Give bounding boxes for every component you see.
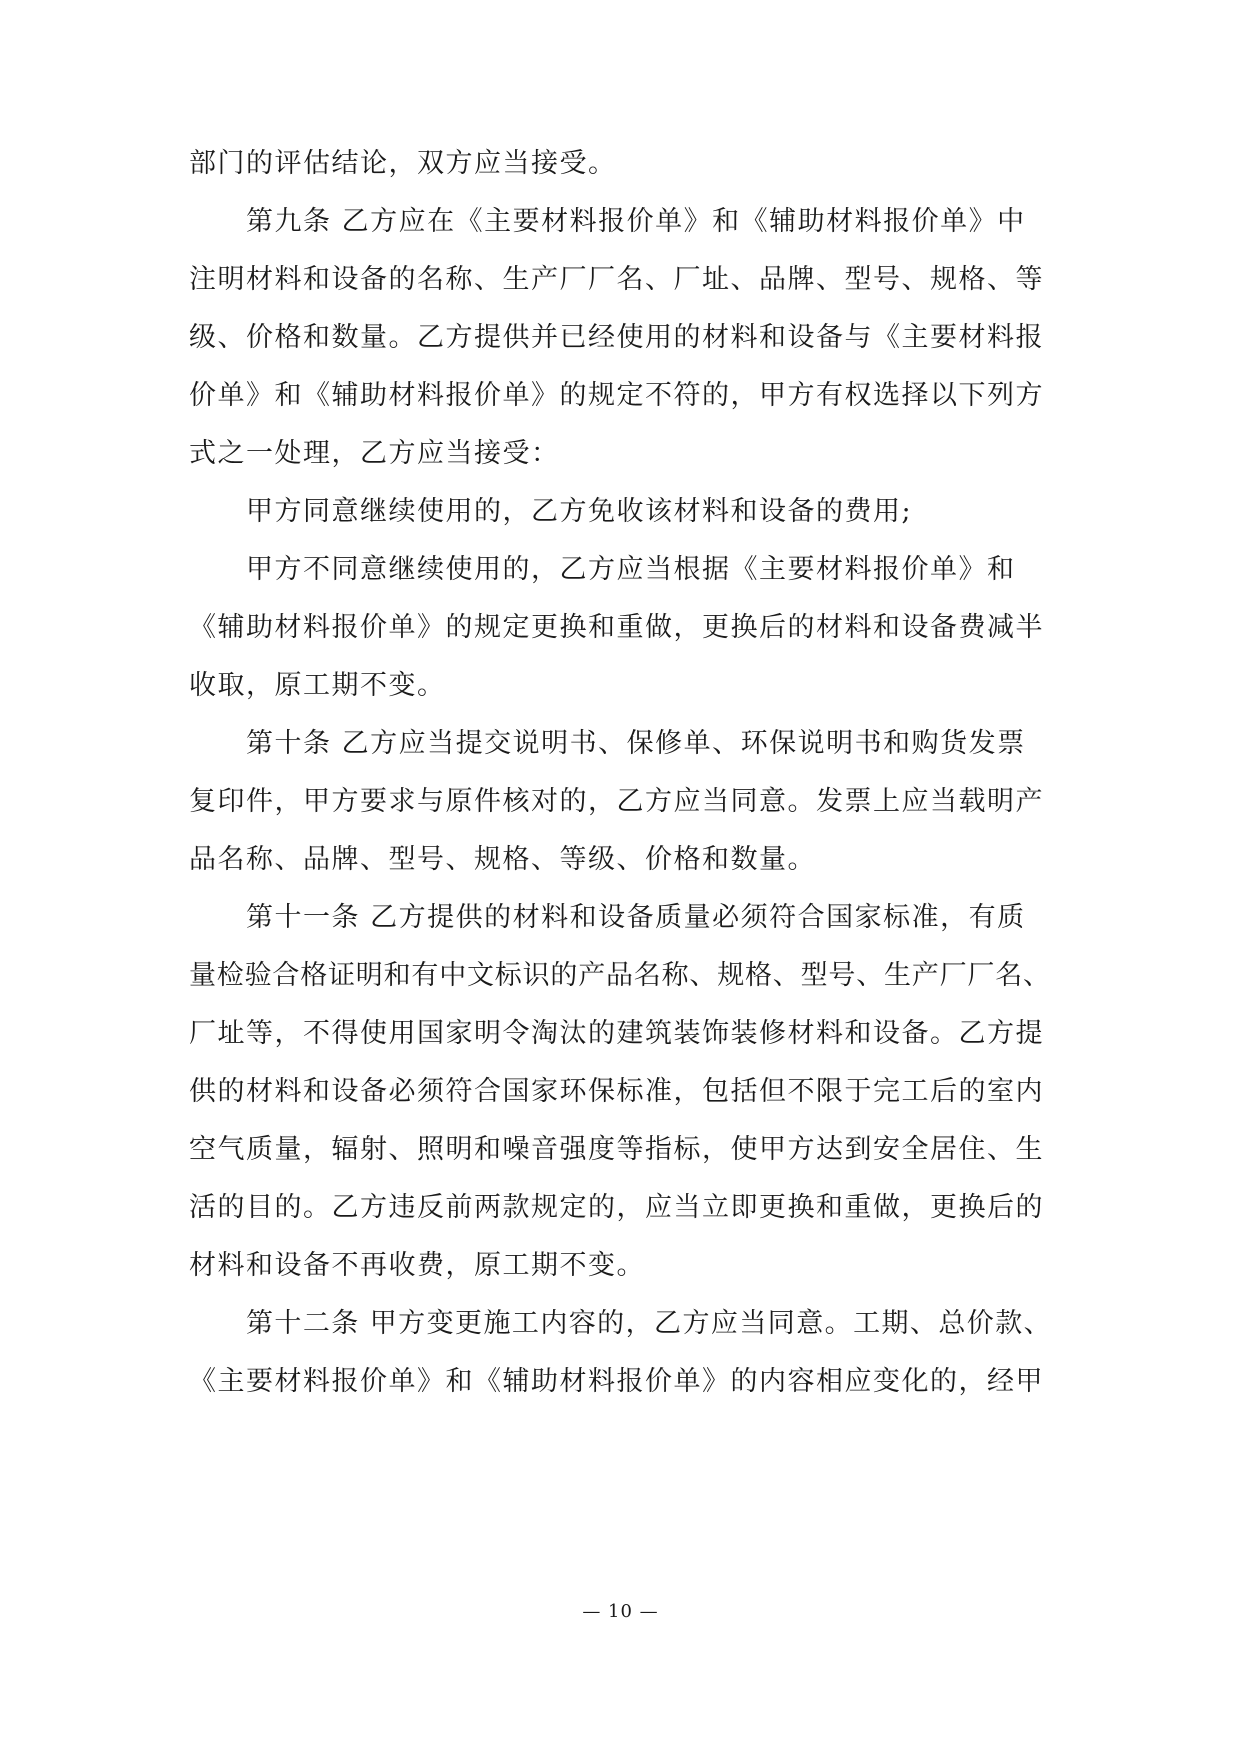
text-line: 材料和设备不再收费，原工期不变。	[189, 1250, 645, 1281]
text-line: 级、价格和数量。乙方提供并已经使用的材料和设备与《主要材料报	[189, 322, 1044, 353]
text-line: 空气质量，辐射、照明和噪音强度等指标，使甲方达到安全居住、生	[189, 1134, 1044, 1165]
text-line: 价单》和《辅助材料报价单》的规定不符的，甲方有权选择以下列方	[189, 380, 1044, 411]
text-line: 《主要材料报价单》和《辅助材料报价单》的内容相应变化的，经甲	[189, 1366, 1044, 1397]
article-11-line: 第十一条 乙方提供的材料和设备质量必须符合国家标准，有质	[246, 902, 1026, 933]
text-line: 量检验合格证明和有中文标识的产品名称、规格、型号、生产厂厂名、	[189, 960, 1051, 991]
text-line: 供的材料和设备必须符合国家环保标准，包括但不限于完工后的室内	[189, 1076, 1044, 1107]
article-9-line: 第九条 乙方应在《主要材料报价单》和《辅助材料报价单》中	[246, 206, 1026, 237]
text-line: 收取，原工期不变。	[189, 670, 446, 701]
text-line: 甲方同意继续使用的，乙方免收该材料和设备的费用;	[246, 496, 913, 527]
text-line: 式之一处理，乙方应当接受：	[189, 438, 560, 469]
text-line: 复印件，甲方要求与原件核对的，乙方应当同意。发票上应当载明产	[189, 786, 1044, 817]
text-line: 甲方不同意继续使用的，乙方应当根据《主要材料报价单》和	[246, 554, 1016, 585]
text-line: 厂址等，不得使用国家明令淘汰的建筑装饰装修材料和设备。乙方提	[189, 1018, 1044, 1049]
article-12-line: 第十二条 甲方变更施工内容的，乙方应当同意。工期、总价款、	[246, 1308, 1053, 1339]
page-number: — 10 —	[582, 1601, 659, 1622]
text-line: 活的目的。乙方违反前两款规定的，应当立即更换和重做，更换后的	[189, 1192, 1044, 1223]
text-line: 品名称、品牌、型号、规格、等级、价格和数量。	[189, 844, 816, 875]
text-line: 注明材料和设备的名称、生产厂厂名、厂址、品牌、型号、规格、等	[189, 264, 1044, 295]
article-10-line: 第十条 乙方应当提交说明书、保修单、环保说明书和购货发票	[246, 728, 1026, 759]
text-line: 部门的评估结论，双方应当接受。	[189, 148, 617, 179]
text-line: 《辅助材料报价单》的规定更换和重做，更换后的材料和设备费减半	[189, 612, 1044, 643]
